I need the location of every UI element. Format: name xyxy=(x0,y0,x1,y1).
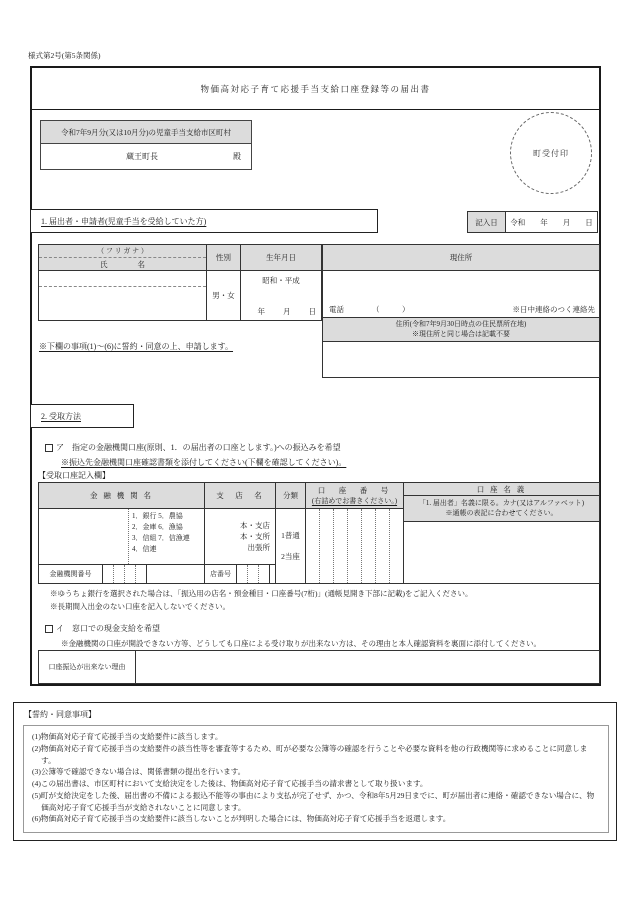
section2-heading-box xyxy=(30,404,134,428)
addressee-box xyxy=(40,120,252,170)
section1-heading: 1. 届出者・申請者(児童手当を受給していた方) xyxy=(41,216,207,226)
fill-date-value: 令和 年 月 日 xyxy=(510,217,593,227)
class-options xyxy=(276,509,305,583)
fill-date-table xyxy=(467,211,598,233)
phone-paren: （ ） xyxy=(372,305,410,314)
institution-column xyxy=(39,483,205,583)
institution-input-cell xyxy=(39,509,128,564)
option-b-label: 窓口での現金支給を希望 xyxy=(72,624,160,633)
digit-cell xyxy=(114,565,125,583)
checkbox-b-icon xyxy=(45,625,53,633)
institution-type: 2．金庫 6．漁協 xyxy=(132,522,183,531)
phone-row xyxy=(323,271,599,318)
dormant-account-note: ※長期間入出金のない口座を記入しないでください。 xyxy=(50,602,230,611)
consent-heading: 【誓約・同意事項】 xyxy=(24,710,96,719)
branch-type-list xyxy=(205,509,275,564)
branch-column xyxy=(205,483,276,583)
branch-number-row xyxy=(205,564,275,583)
digit-cell xyxy=(248,565,259,583)
addressee-name: 蔵王町長 xyxy=(126,152,158,161)
form-number: 様式第2号(第5条関係) xyxy=(28,51,101,60)
digit-cell xyxy=(320,509,334,583)
consent-item: (1)物価高対応子育て応援手当の支給要件に該当します。 xyxy=(32,732,223,741)
current-address-label: 現住所 xyxy=(323,245,599,271)
account-number-header xyxy=(306,483,403,509)
digit-cell xyxy=(103,565,114,583)
consent-item: (5)町が支給決定をした後、届出書の不備による振込不能等の事由により支払が完了せず、かつ、令和8年5月29日までに、町が届出者に連絡・確認できない場合に、物価高対応子育て応援手当が支給されないことに同意します。 xyxy=(32,790,595,812)
digit-cell xyxy=(259,565,270,583)
account-name-note-line1: 「1. 届出者」名義に限る。カナ(又はアルファベット) xyxy=(418,499,585,508)
no-transfer-reason-label: 口座振込が出来ない理由 xyxy=(39,651,136,683)
option-a-label: 指定の金融機関口座(原則、1．の届出者の口座とします。)への振込みを希望 xyxy=(72,443,341,452)
no-transfer-reason-cell xyxy=(136,651,599,683)
birthdate-cell xyxy=(241,271,321,320)
digit-cell xyxy=(334,509,348,583)
section2-heading: 2. 受取方法 xyxy=(41,411,81,421)
registered-address-header xyxy=(323,318,599,342)
option-b-note: ※金融機関の口座が開設できない方等、どうしても口座による受け取りが出来ない方は、その理由と本人確認資料を裏面に添付してください。 xyxy=(61,639,541,648)
option-b-key: イ xyxy=(56,624,64,633)
fill-date-label: 記入日 xyxy=(468,212,506,232)
institution-number-label: 金融機関番号 xyxy=(39,565,103,583)
registered-address-label: 住所(令和7年9月30日時点の住民票所在地) xyxy=(395,320,527,329)
name-input-cell xyxy=(39,271,206,320)
birth-era-options: 昭和・平成 xyxy=(262,276,300,285)
institution-label: 金 融 機 関 名 xyxy=(39,483,204,509)
no-transfer-reason-table xyxy=(38,650,600,684)
digit-cell xyxy=(390,509,403,583)
birthdate-label: 生年月日 xyxy=(241,245,321,271)
digit-cell xyxy=(376,509,390,583)
account-section-label: 【受取口座記入欄】 xyxy=(38,471,110,480)
pledge-note: ※下欄の事項(1)～(6)に誓約・同意の上、申請します。 xyxy=(39,342,234,351)
option-a-row xyxy=(45,442,341,453)
phone-label: 電話 xyxy=(329,305,344,314)
branch-number-cells xyxy=(237,565,270,583)
current-address-column xyxy=(322,244,600,378)
account-name-note xyxy=(404,496,599,522)
bank-account-table xyxy=(38,482,600,584)
account-number-column xyxy=(306,483,404,583)
consent-item: (6)物価高対応子育て応援手当の支給要件に該当しないことが判明した場合には、物価高対応子育て応援手当を返還します。 xyxy=(32,814,451,824)
addressee-body xyxy=(41,144,251,169)
class-option: 2当座 xyxy=(281,552,300,561)
class-option: 1普通 xyxy=(281,531,300,540)
name-label: 氏 名 xyxy=(100,259,145,269)
phone-note: ※日中連絡のつく連絡先 xyxy=(512,305,595,314)
applicant-table xyxy=(38,244,600,378)
digit-cell xyxy=(125,565,136,583)
form-title: 物価高対応子育て応援手当支給口座登録等の届出書 xyxy=(32,68,599,110)
digit-cell xyxy=(306,509,320,583)
form-main-box xyxy=(30,66,601,686)
institution-type-list xyxy=(128,509,204,564)
option-b-row xyxy=(45,623,160,634)
consent-item: (4)この届出書は、市区町村において支給決定をした後は、物価高対応子育て応援手当の請求書として取り扱います。 xyxy=(32,779,428,789)
digit-cell xyxy=(362,509,376,583)
account-number-note: (右詰めでお書きください。) xyxy=(311,497,398,505)
institution-number-cells xyxy=(103,565,147,583)
name-header xyxy=(39,245,206,271)
sex-options: 男・女 xyxy=(212,291,235,300)
branch-type: 本・支所 xyxy=(240,531,270,541)
institution-number-row xyxy=(39,564,204,583)
addressee-honorific: 殿 xyxy=(233,152,241,161)
institution-type: 1．銀行 5．農協 xyxy=(132,512,183,520)
registered-address-note: ※現住所と同じ場合は記載不要 xyxy=(412,329,510,338)
institution-type: 4．信連 xyxy=(132,544,157,553)
class-label: 分類 xyxy=(276,483,305,509)
registered-address-cell xyxy=(323,342,599,377)
town-receipt-stamp-circle: 町受付印 xyxy=(510,112,592,194)
branch-type: 本・支店 xyxy=(240,520,270,530)
applicant-table-left xyxy=(38,244,322,321)
branch-number-label: 店番号 xyxy=(205,565,237,583)
option-a-key: ア xyxy=(56,443,64,452)
consent-box xyxy=(13,702,617,841)
checkbox-a-icon xyxy=(45,444,53,452)
branch-type: 出張所 xyxy=(247,543,270,553)
institution-type: 3．信組 7．信漁連 xyxy=(132,533,190,542)
consent-item: (3)公簿等で確認できない場合は、関係書類の提出を行います。 xyxy=(32,767,246,777)
addressee-header: 令和7年9月分(又は10月分)の児童手当支給市区町村 xyxy=(41,121,251,144)
account-name-input-cell xyxy=(404,522,599,583)
digit-cell xyxy=(348,509,362,583)
yucho-note: ※ゆうちょ銀行を選択された場合は、「振込用の店名・預金種目・口座番号(7桁)」(通帳見開き下部に記載)をご記入ください。 xyxy=(50,589,473,598)
class-column xyxy=(276,483,306,583)
account-name-note-line2: ※通帳の表記に合わせてください。 xyxy=(445,508,558,517)
branch-label: 支 店 名 xyxy=(205,483,275,509)
consent-items-box xyxy=(23,725,609,833)
account-name-column xyxy=(404,483,599,583)
account-number-cells xyxy=(306,509,403,583)
section1-heading-box xyxy=(30,209,378,233)
account-name-label: 口 座 名 義 xyxy=(404,483,599,496)
digit-cell xyxy=(237,565,248,583)
furigana-label: （ フ リ ガ ナ ） xyxy=(39,245,206,258)
account-number-label: 口 座 番 号 xyxy=(317,486,392,495)
option-a-note: ※振込先金融機関口座確認書類を添付してください(下欄を確認してください)。 xyxy=(61,458,347,467)
digit-cell xyxy=(136,565,147,583)
sex-label: 性別 xyxy=(207,245,240,271)
birth-ymd: 年 月 日 xyxy=(257,307,317,316)
name-furigana-divider xyxy=(39,286,206,287)
consent-item: (2)物価高対応子育て応援手当の支給要件の該当性等を審査等するため、町が必要な公簿等の確認を行うことや必要な資料を他の行政機関等に求めることに同意します。 xyxy=(32,743,588,765)
